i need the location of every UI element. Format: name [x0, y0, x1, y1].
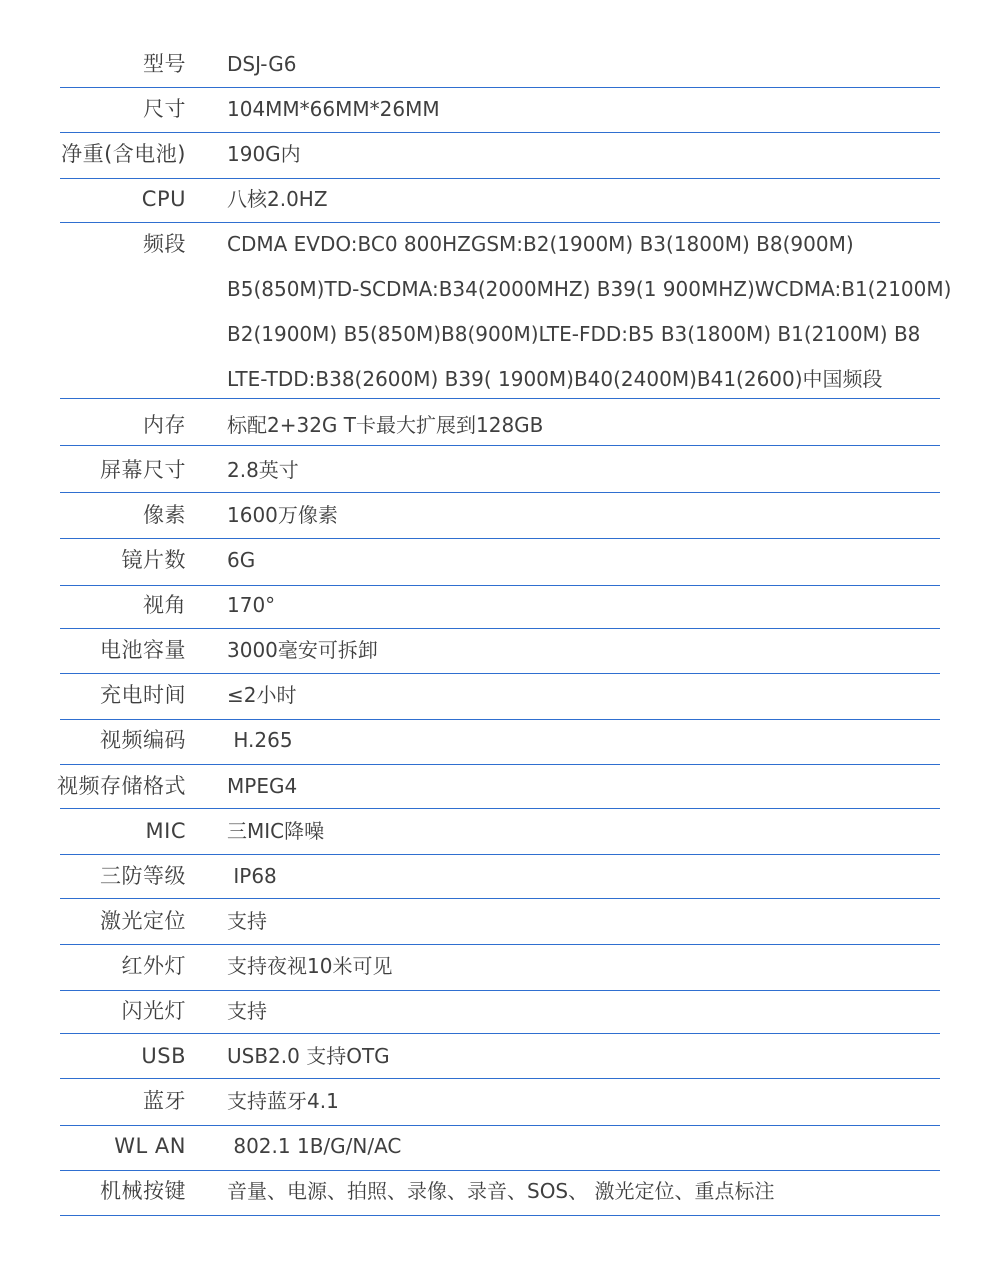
spec-label: 视角	[143, 593, 186, 617]
spec-value: 3000毫安可拆卸	[227, 638, 378, 662]
spec-value: 802.1 1B/G/N/AC	[227, 1134, 402, 1158]
band-line: LTE-TDD:B38(2600M) B39( 1900M)B40(2400M)B41(2600)中国频段	[227, 367, 883, 391]
band-line: CDMA EVDO:BC0 800HZGSM:B2(1900M) B3(1800M) B8(900M)	[227, 232, 854, 256]
spec-label: 电池容量	[100, 638, 186, 662]
spec-label: 视频编码	[100, 728, 186, 752]
spec-value: 190G内	[227, 142, 301, 166]
spec-value: 支持夜视10米可见	[227, 954, 393, 978]
row-divider	[60, 445, 940, 446]
spec-label: 蓝牙	[143, 1089, 186, 1113]
spec-value: 支持	[227, 999, 267, 1023]
spec-label: 频段	[143, 232, 186, 256]
spec-value: 2.8英寸	[227, 458, 299, 482]
row-divider	[60, 1215, 940, 1216]
spec-value: 1600万像素	[227, 503, 338, 527]
spec-value: 三MIC降噪	[227, 819, 325, 843]
spec-value: 支持	[227, 909, 267, 933]
spec-value: 6G	[227, 548, 256, 572]
spec-value-multiline	[227, 222, 957, 402]
spec-value: 支持蓝牙4.1	[227, 1089, 339, 1113]
spec-label: 尺寸	[143, 97, 186, 121]
spec-value: USB2.0 支持OTG	[227, 1044, 390, 1068]
band-line: B2(1900M) B5(850M)B8(900M)LTE-FDD:B5 B3(1800M) B1(2100M) B8	[227, 322, 921, 346]
spec-value: MPEG4	[227, 774, 298, 798]
spec-value: 音量、电源、拍照、录像、录音、SOS、 激光定位、重点标注	[227, 1179, 775, 1203]
spec-label: 内存	[143, 413, 186, 437]
spec-value: 104MM*66MM*26MM	[227, 97, 440, 121]
spec-label: 充电时间	[100, 683, 186, 707]
spec-label: WL AN	[114, 1134, 186, 1158]
spec-label: MIC	[145, 819, 186, 843]
spec-label: 闪光灯	[121, 999, 186, 1023]
spec-label: 镜片数	[121, 548, 186, 572]
spec-label: 机械按键	[100, 1179, 186, 1203]
spec-label: 激光定位	[100, 909, 186, 933]
spec-label: CPU	[141, 187, 186, 211]
spec-label: USB	[141, 1044, 186, 1068]
spec-value: IP68	[227, 864, 277, 888]
spec-label: 三防等级	[100, 864, 186, 888]
spec-label: 红外灯	[121, 954, 186, 978]
spec-label: 屏幕尺寸	[100, 458, 186, 482]
spec-value: 八核2.0HZ	[227, 187, 328, 211]
spec-label: 视频存储格式	[57, 774, 186, 798]
row-divider	[60, 398, 940, 399]
band-line: B5(850M)TD-SCDMA:B34(2000MHZ) B39(1 900MHZ)WCDMA:B1(2100M)	[227, 277, 952, 301]
spec-label: 净重(含电池)	[61, 142, 186, 166]
spec-value: 170°	[227, 593, 276, 617]
spec-value: 标配2+32G T卡最大扩展到128GB	[227, 413, 544, 437]
spec-value: DSJ-G6	[227, 52, 297, 76]
spec-value: ≤2小时	[227, 683, 297, 707]
spec-label: 型号	[143, 52, 186, 76]
spec-value: H.265	[227, 728, 293, 752]
spec-label: 像素	[143, 503, 186, 527]
